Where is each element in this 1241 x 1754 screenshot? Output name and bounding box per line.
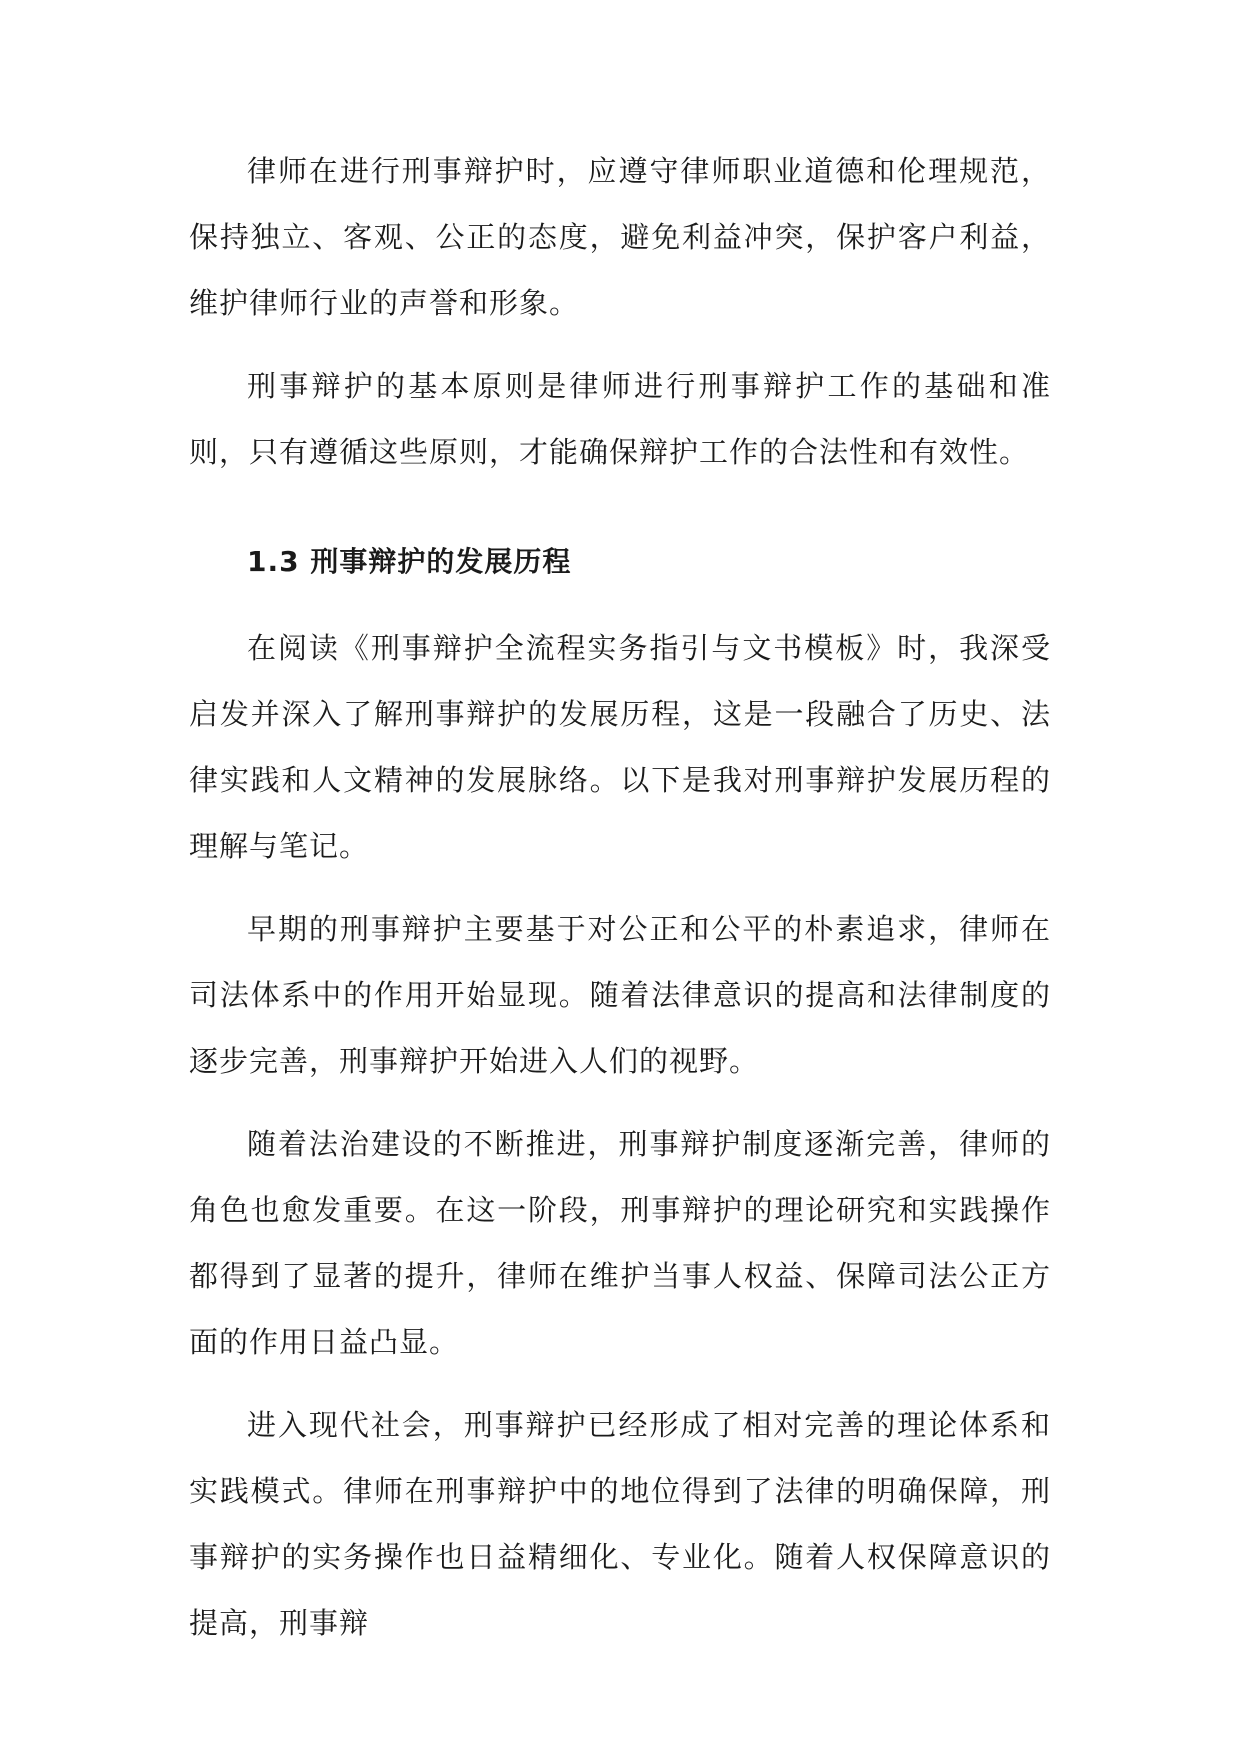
body-paragraph: 刑事辩护的基本原则是律师进行刑事辩护工作的基础和准则，只有遵循这些原则，才能确保辩护工作的合法性和有效性。 <box>189 369 1051 469</box>
body-paragraph: 早期的刑事辩护主要基于对公正和公平的朴素追求，律师在司法体系中的作用开始显现。随着法律意识的提高和法律制度的逐步完善，刑事辩护开始进入人们的视野。 <box>189 912 1051 1078</box>
body-paragraph: 在阅读《刑事辩护全流程实务指引与文书模板》时，我深受启发并深入了解刑事辩护的发展历程，这是一段融合了历史、法律实践和人文精神的发展脉络。以下是我对刑事辩护发展历程的理解与笔记。 <box>189 631 1051 863</box>
body-paragraph: 律师在进行刑事辩护时，应遵守律师职业道德和伦理规范，保持独立、客观、公正的态度，避免利益冲突，保护客户利益，维护律师行业的声誉和形象。 <box>189 154 1051 320</box>
body-paragraph: 进入现代社会，刑事辩护已经形成了相对完善的理论体系和实践模式。律师在刑事辩护中的地位得到了法律的明确保障，刑事辩护的实务操作也日益精细化、专业化。随着人权保障意识的提高，刑事辩 <box>189 1408 1051 1640</box>
body-paragraph: 随着法治建设的不断推进，刑事辩护制度逐渐完善，律师的角色也愈发重要。在这一阶段，刑事辩护的理论研究和实践操作都得到了显著的提升，律师在维护当事人权益、保障司法公正方面的作用日益凸显。 <box>189 1127 1051 1359</box>
document-body <box>189 138 1051 1673</box>
section-heading: 1.3 刑事辩护的发展历程 <box>247 545 572 578</box>
